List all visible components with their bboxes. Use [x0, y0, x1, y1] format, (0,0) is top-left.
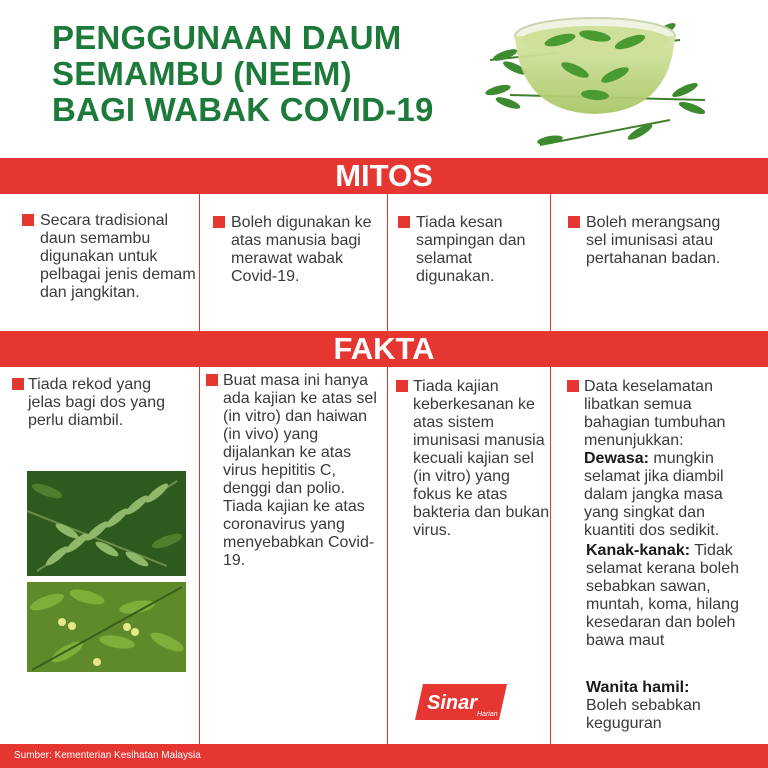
source-credit: Sumber: Kementerian Kesihatan Malaysia [14, 750, 201, 761]
red-square-bullet-icon [567, 380, 579, 392]
safety-intro: Data keselamatan libatkan semua bahagian tumbuhan menunjukkan: [584, 378, 726, 449]
title-line-2: SEMAMBU (NEEM) [52, 55, 352, 92]
red-square-bullet-icon [22, 214, 34, 226]
fakta-heading: FAKTA [0, 331, 768, 367]
sinar-harian-logo [415, 684, 507, 720]
red-square-bullet-icon [398, 216, 410, 228]
red-square-bullet-icon [206, 374, 218, 386]
column-divider [199, 367, 200, 744]
svg-text:Harian: Harian [477, 711, 498, 718]
column-divider [550, 367, 551, 744]
column-divider [550, 194, 551, 331]
red-square-bullet-icon [12, 378, 24, 390]
red-square-bullet-icon [213, 216, 225, 228]
dewasa-note: Dewasa: mungkin selamat jika diambil dalam jangka masa yang singkat dan kuantiti dos sedikit. [584, 450, 724, 539]
neem-bowl-image [480, 0, 710, 156]
page-title [52, 20, 482, 128]
red-square-bullet-icon [396, 380, 408, 392]
title-line-1: PENGGUNAAN DAUM [52, 19, 402, 56]
column-divider [387, 367, 388, 744]
kanak-kanak-label: Kanak-kanak: [586, 542, 691, 559]
neem-leaf-photo-top [27, 471, 186, 576]
column-divider [387, 194, 388, 331]
svg-text:Sinar: Sinar [427, 692, 478, 714]
dewasa-label: Dewasa: [584, 450, 649, 467]
mitos-heading: MITOS [0, 158, 768, 194]
neem-leaf-photo-bottom [27, 582, 186, 672]
title-line-3: BAGI WABAK COVID-19 [52, 91, 434, 128]
kanak-kanak-note: Kanak-kanak: Tidak selamat kerana boleh sebabkan sawan, muntah, koma, hilang kesedaran dan boleh bawa maut [586, 542, 739, 649]
wanita-hamil-label: Wanita hamil: [586, 679, 690, 696]
wanita-hamil-note: Wanita hamil: Boleh sebabkan keguguran [586, 679, 701, 732]
red-square-bullet-icon [568, 216, 580, 228]
